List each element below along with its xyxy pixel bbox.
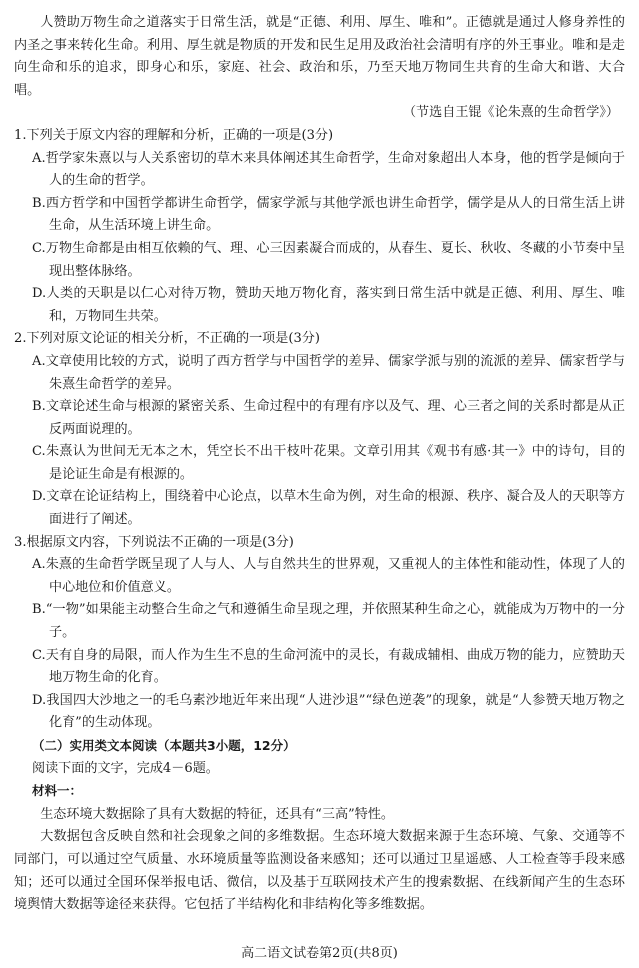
question-stem: 2.下列对原文论证的相关分析，不正确的一项是(3分) [14,331,321,347]
question-2 [14,328,625,531]
question-stem: 3.根据原文内容，下列说法不正确的一项是(3分) [14,534,294,550]
question-option: D.人类的天职是以仁心对待万物，赞助天地万物化育，落实到日常生活中就是正德、利用、厚生、唯和，万物同生共荣。 [32,286,625,324]
question-option: D.我国四大沙地之一的毛乌素沙地近年来出现“人进沙退”“绿色逆袭”的现象，就是“人参赞天地万物之化育”的生动体现。 [32,692,625,731]
reading-instruction: 阅读下面的文字，完成4－6题。 [32,760,219,776]
source-citation: （节选自王锟《论朱熹的生命哲学》） [402,105,619,121]
question-stem: 1.下列关于原文内容的理解和分析，正确的一项是(3分) [14,127,334,143]
question-option: C.天有自身的局限，而人作为生生不息的生命河流中的灵长，有裁成辅相、曲成万物的能力，应赞助天地万物生命的化育。 [32,647,625,686]
material-label [32,780,625,804]
question-option: D.文章在论证结构上，围绕着中心论点，以草木生命为例，对生命的根源、秩序、凝合及人的天职等方面进行了阐述。 [32,489,625,528]
question-option: B.“一物”如果能主动整合生命之气和遵循生命呈现之理，并依照某种生命之心，就能成为万物中的一分子。 [32,602,625,641]
material-paragraph: 生态环境大数据除了具有大数据的特征，还具有“三高”特性。 [40,806,395,822]
material-label-text: 材料一： [32,783,83,799]
question-option: C.朱熹认为世间无无本之木，凭空长不出干枝叶花果。文章引用其《观书有感·其一》中的诗句，目的是论证生命是有根源的。 [32,444,625,482]
question-option: A.朱熹的生命哲学既呈现了人与人、人与自然共生的世界观，又重视人的主体性和能动性，体现了人的中心地位和价值意义。 [32,557,625,595]
question-1 [14,125,625,328]
page-footer: 高二语文试卷第2页(共8页) [241,946,398,961]
question-3 [14,532,625,735]
question-option: B.西方哲学和中国哲学都讲生命哲学，儒家学派与其他学派也讲生命哲学，儒学是从人的日常生活上讲生命，从生活环境上讲生命。 [32,195,625,234]
question-option: A.哲学家朱熹以与人关系密切的草木来具体阐述其生命哲学，生命对象超出人本身，他的哲学是倾向于人的生命的哲学。 [32,150,625,189]
material-paragraph: 大数据包含反映自然和社会现象之间的多维数据。生态环境大数据来源于生态环境、气象、交通等不同部门，可以通过空气质量、水环境质量等监测设备来感知；还可以通过卫星遥感、人工检查等手段来感知；还可以通过全国环保举报电话、微信，以及基于互联网技术产生的搜索数据、在线新闻产生的生态环境舆情大数据等途径来获得。它包括了半结构化和非结构化等多维数据。 [14,829,625,913]
question-option: C.万物生命都是由相互依赖的气、理、心三因素凝合而成的，从春生、夏长、秋收、冬藏的小节奏中呈现出整体脉络。 [32,240,625,279]
question-option: B.文章论述生命与根源的紧密关系、生命过程中的有理有序以及气、理、心三者之间的关系时都是从正反两面说理的。 [32,399,625,437]
question-option: A.文章使用比较的方式，说明了西方哲学与中国哲学的差异、儒家学派与别的流派的差异、儒家哲学与朱熹生命哲学的差异。 [32,353,625,392]
section-heading: （二）实用类文本阅读（本题共3小题，12分） [32,738,296,753]
intro-paragraph: 人赞助万物生命之道落实于日常生活，就是“正德、利用、厚生、唯和”。正德就是通过人修身养性的内圣之事来转化生命。利用、厚生就是物质的开发和民生足用及政治社会清明有序的外王事业。唯和是走向生命和乐的追求，即身心和乐，家庭、社会、政治和乐，乃至天地万物同生共育的生命大和谐、大合唱。 [14,15,625,98]
